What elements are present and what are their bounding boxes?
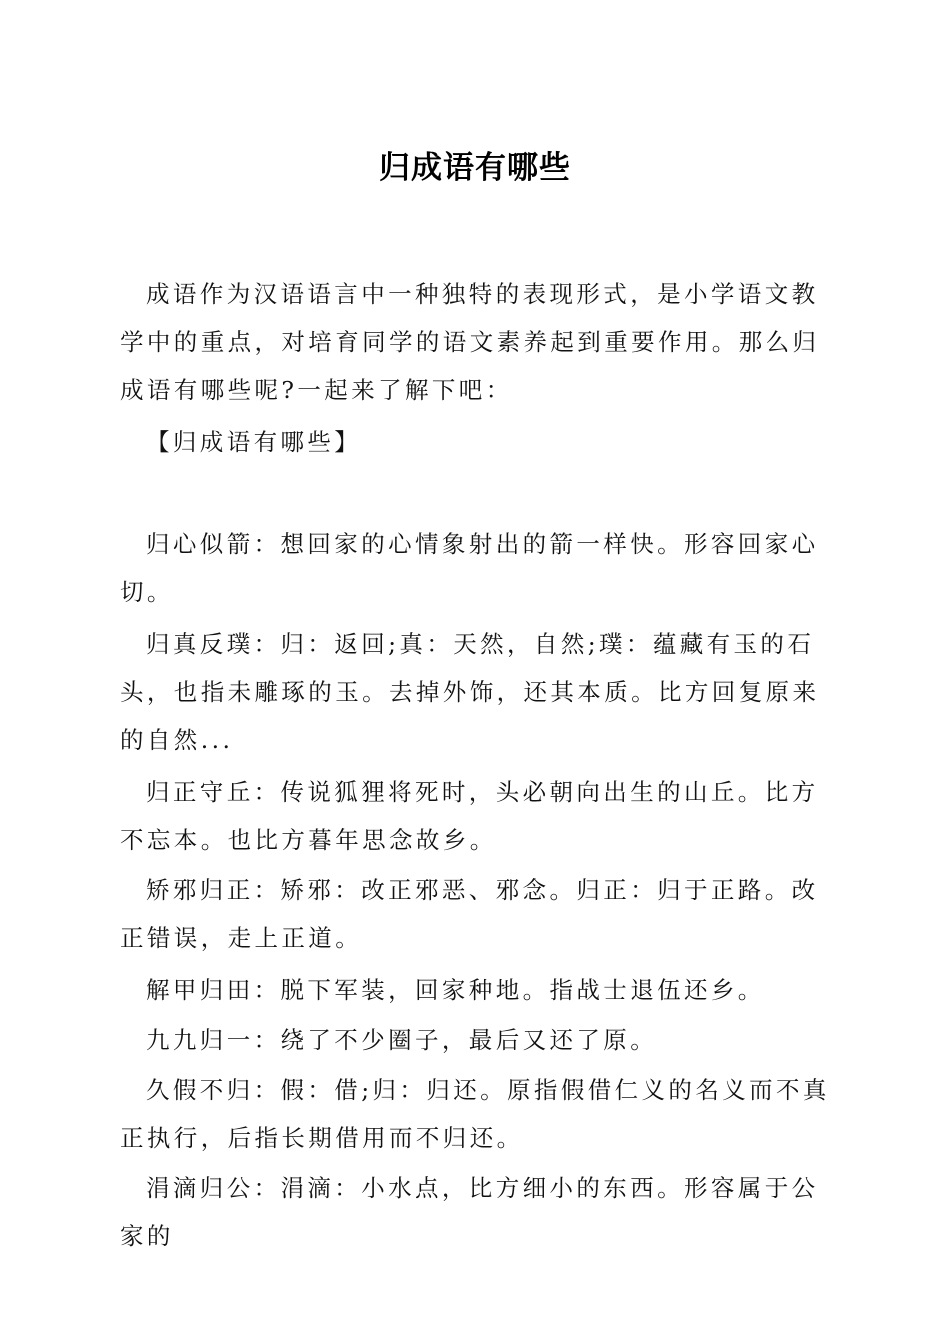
idiom-entry: 解甲归田：脱下军装，回家种地。指战士退伍还乡。: [146, 976, 765, 1004]
intro-paragraph: 成语作为汉语语言中一种独特的表现形式，是小学语文教学中的重点，对培育同学的语文素养起到重要作用。那么归成语有哪些呢?一起来了解下吧：: [120, 280, 820, 404]
page-title: 归成语有哪些: [379, 150, 571, 186]
idiom-entry: 久假不归：假：借;归：归还。原指假借仁义的名义而不真正执行，后指长期借用而不归还。: [120, 1076, 830, 1152]
idiom-entry: 归正守丘：传说狐狸将死时，头必朝向出生的山丘。比方不忘本。也比方暮年思念故乡。: [120, 778, 819, 854]
section-heading: 【归成语有哪些】: [146, 428, 362, 456]
idiom-entry: 九九归一：绕了不少圈子，最后又还了原。: [146, 1026, 658, 1054]
idiom-entry: 涓滴归公：涓滴：小水点，比方细小的东西。形容属于公家的: [120, 1174, 819, 1250]
idiom-entry: 矫邪归正：矫邪：改正邪恶、邪念。归正：归于正路。改正错误，走上正道。: [120, 876, 819, 952]
idiom-entry: 归心似箭：想回家的心情象射出的箭一样快。形容回家心切。: [120, 530, 819, 606]
idiom-entry: 归真反璞：归：返回;真：天然，自然;璞：蕴藏有玉的石头，也指未雕琢的玉。去掉外饰，还其本质。比方回复原来的自然...: [120, 630, 820, 754]
